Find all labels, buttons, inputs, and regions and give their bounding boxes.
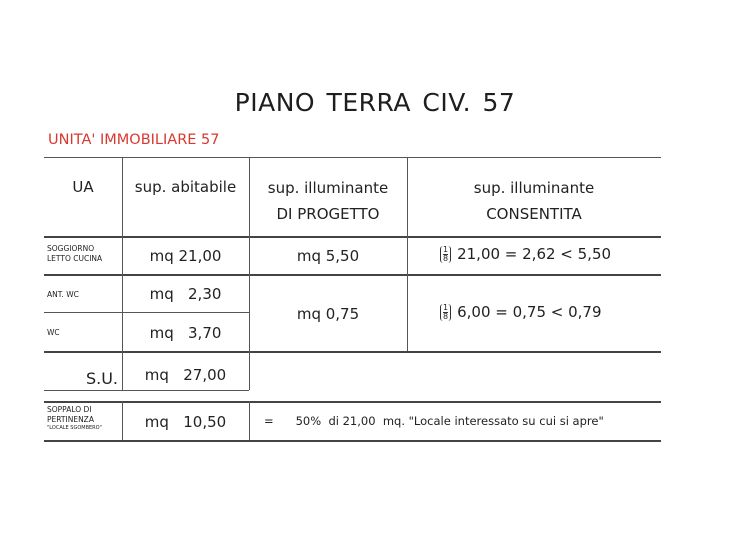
row2-abitabile: mq 2,30 [149,285,222,303]
rows23-progetto: mq 0,75 [296,305,360,323]
header-consentita-line1: sup. illuminante [473,179,595,197]
header-ua: UA [72,178,94,196]
fraction-denominator: 8 [443,312,449,321]
row1-consentita-formula: 21,00 = 2,62 < 5,50 [457,245,612,263]
soppalco-ua-label [47,405,102,432]
table-top-rule [44,157,661,158]
soppalco-bottom-rule [44,440,661,442]
soppalco-abitabile: mq 10,50 [144,413,227,431]
fraction-denominator: 8 [443,254,449,263]
row1-bottom-rule [44,274,661,276]
row2-ua-label: ANT. WC [47,290,79,299]
header-consentita-line2: CONSENTITA [486,205,582,223]
row1-ua-line2: LETTO CUCINA [47,254,103,263]
row3-abitabile: mq 3,70 [149,324,222,342]
unit-subtitle: UNITA' IMMOBILIARE 57 [48,132,220,148]
fraction-numerator: 1 [443,245,449,254]
row1-progetto: mq 5,50 [296,247,360,265]
fraction-one-eighth [440,246,451,263]
total-label: S.U. [85,369,118,388]
rows23-consentita-formula: 6,00 = 0,75 < 0,79 [457,303,602,321]
header-progetto-line2: DI PROGETTO [276,205,380,223]
soppalco-note: = 50% di 21,00 mq. "Locale interessato su cui si apre" [264,414,604,428]
fraction-numerator: 1 [443,303,449,312]
header-sup-abitabile: sup. abitabile [134,178,237,196]
row1-consentita [440,245,611,263]
header-sup-illuminante-consentita [407,175,661,227]
row3-bottom-rule [44,351,661,353]
header-progetto-line1: sup. illuminante [267,179,389,197]
page-title: PIANO TERRA CIV. 57 [234,88,516,117]
header-sup-illuminante-progetto [249,175,407,227]
soppalco-ua-line1: SOPPALO DI [47,405,92,414]
row1-ua-line1: SOGGIORNO [47,244,95,253]
header-bottom-rule [44,236,661,238]
row1-ua-label [47,244,102,264]
row1-abitabile: mq 21,00 [149,247,222,265]
total-abitabile: mq 27,00 [144,366,227,384]
row2-bottom-rule [44,312,249,313]
soppalco-top-rule [44,401,661,403]
column-divider-abitabile-soppalco [249,401,250,440]
fraction-one-eighth [440,304,451,321]
rows23-consentita [440,303,602,321]
soppalco-ua-line2: PERTINENZA [47,415,94,424]
soppalco-ua-line3: "LOCALE SGOMBERO" [47,425,102,431]
total-bottom-rule [44,390,249,391]
row3-ua-label: WC [47,328,60,337]
